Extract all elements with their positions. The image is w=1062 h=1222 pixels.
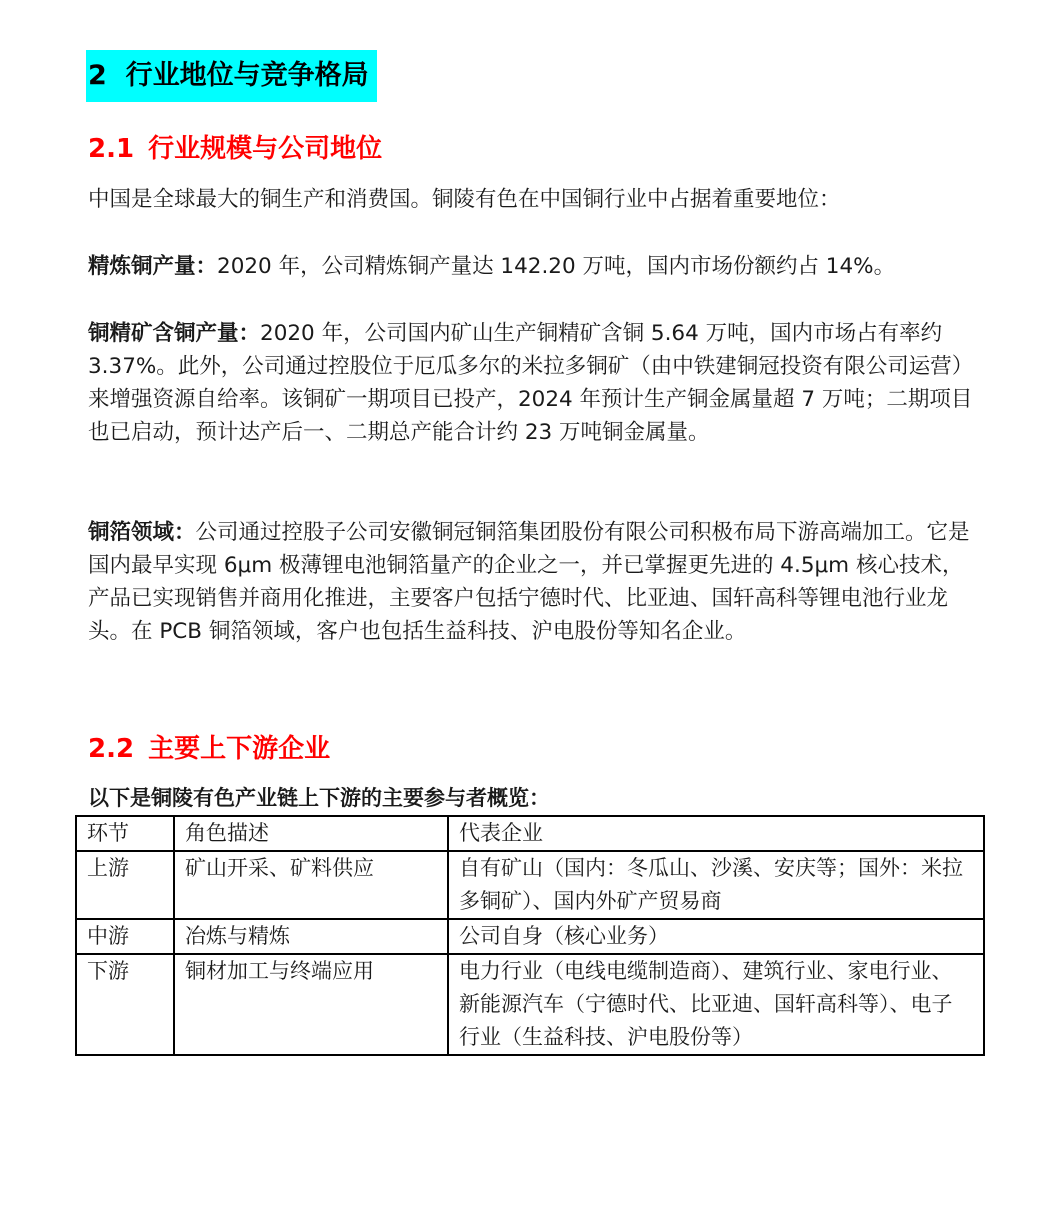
stage-cell: 中游 bbox=[76, 919, 174, 954]
companies-cell: 电力行业（电线电缆制造商）、建筑行业、家电行业、新能源汽车（宁德时代、比亚迪、国轩高科等）、电子行业（生益科技、沪电股份等） bbox=[448, 954, 984, 1055]
intro-paragraph: 中国是全球最大的铜生产和消费国。铜陵有色在中国铜行业中占据着重要地位： bbox=[88, 187, 841, 212]
refined-copper-label: 精炼铜产量： bbox=[88, 254, 218, 279]
stage-cell: 下游 bbox=[76, 954, 174, 1055]
copper-foil-paragraph bbox=[88, 516, 978, 648]
table-row bbox=[76, 954, 984, 1055]
companies-cell: 公司自身（核心业务） bbox=[448, 919, 984, 954]
subsection-heading-2-2 bbox=[88, 731, 330, 767]
subsection-heading-2-1 bbox=[88, 131, 382, 167]
industry-chain-table bbox=[75, 815, 985, 1056]
header-cell: 角色描述 bbox=[174, 816, 448, 851]
concentrate-label: 铜精矿含铜产量： bbox=[88, 321, 261, 346]
role-cell: 铜材加工与终端应用 bbox=[174, 954, 448, 1055]
copper-foil-label: 铜箔领域： bbox=[88, 520, 196, 545]
subsection-title: 主要上下游企业 bbox=[148, 734, 331, 764]
companies-cell: 自有矿山（国内：冬瓜山、沙溪、安庆等；国外：米拉多铜矿）、国内外矿产贸易商 bbox=[448, 851, 984, 919]
concentrate-text: 2020 年，公司国内矿山生产铜精矿含铜 5.64 万吨，国内市场占有率约 3.37%。此外，公司通过控股位于厄瓜多尔的米拉多铜矿（由中铁建铜冠投资有限公司运营）来增强资源自给率。该铜矿一期项目已投产，2024 年预计生产铜金属量超 7 万吨；二期项目也已启动，预计达产后一、二期总产能合计约 23 万吨铜金属量。 bbox=[88, 321, 974, 445]
section-title: 行业地位与竞争格局 bbox=[125, 60, 369, 91]
table-row bbox=[76, 919, 984, 954]
table-row bbox=[76, 851, 984, 919]
header-cell: 环节 bbox=[76, 816, 174, 851]
subsection-number: 2.1 bbox=[88, 134, 135, 164]
refined-copper-text: 2020 年，公司精炼铜产量达 142.20 万吨，国内市场份额约占 14%。 bbox=[217, 254, 896, 279]
concentrate-paragraph bbox=[88, 317, 978, 449]
role-cell: 冶炼与精炼 bbox=[174, 919, 448, 954]
stage-cell: 上游 bbox=[76, 851, 174, 919]
role-cell: 矿山开采、矿料供应 bbox=[174, 851, 448, 919]
copper-foil-text: 公司通过控股子公司安徽铜冠铜箔集团股份有限公司积极布局下游高端加工。它是国内最早实现 6μm 极薄锂电池铜箔量产的企业之一，并已掌握更先进的 4.5μm 核心技术，产品已实现销售并商用化推进，主要客户包括宁德时代、比亚迪、国轩高科等锂电池行业龙头。在 PCB 铜箔领域，客户也包括生益科技、沪电股份等知名企业。 bbox=[88, 520, 970, 644]
refined-copper-paragraph bbox=[88, 250, 978, 283]
section-heading bbox=[86, 50, 377, 102]
subsection-title: 行业规模与公司地位 bbox=[148, 134, 383, 164]
table-intro: 以下是铜陵有色产业链上下游的主要参与者概览： bbox=[88, 785, 550, 810]
header-cell: 代表企业 bbox=[448, 816, 984, 851]
table-header-row bbox=[76, 816, 984, 851]
subsection-number: 2.2 bbox=[88, 734, 135, 764]
section-number: 2 bbox=[88, 60, 107, 91]
